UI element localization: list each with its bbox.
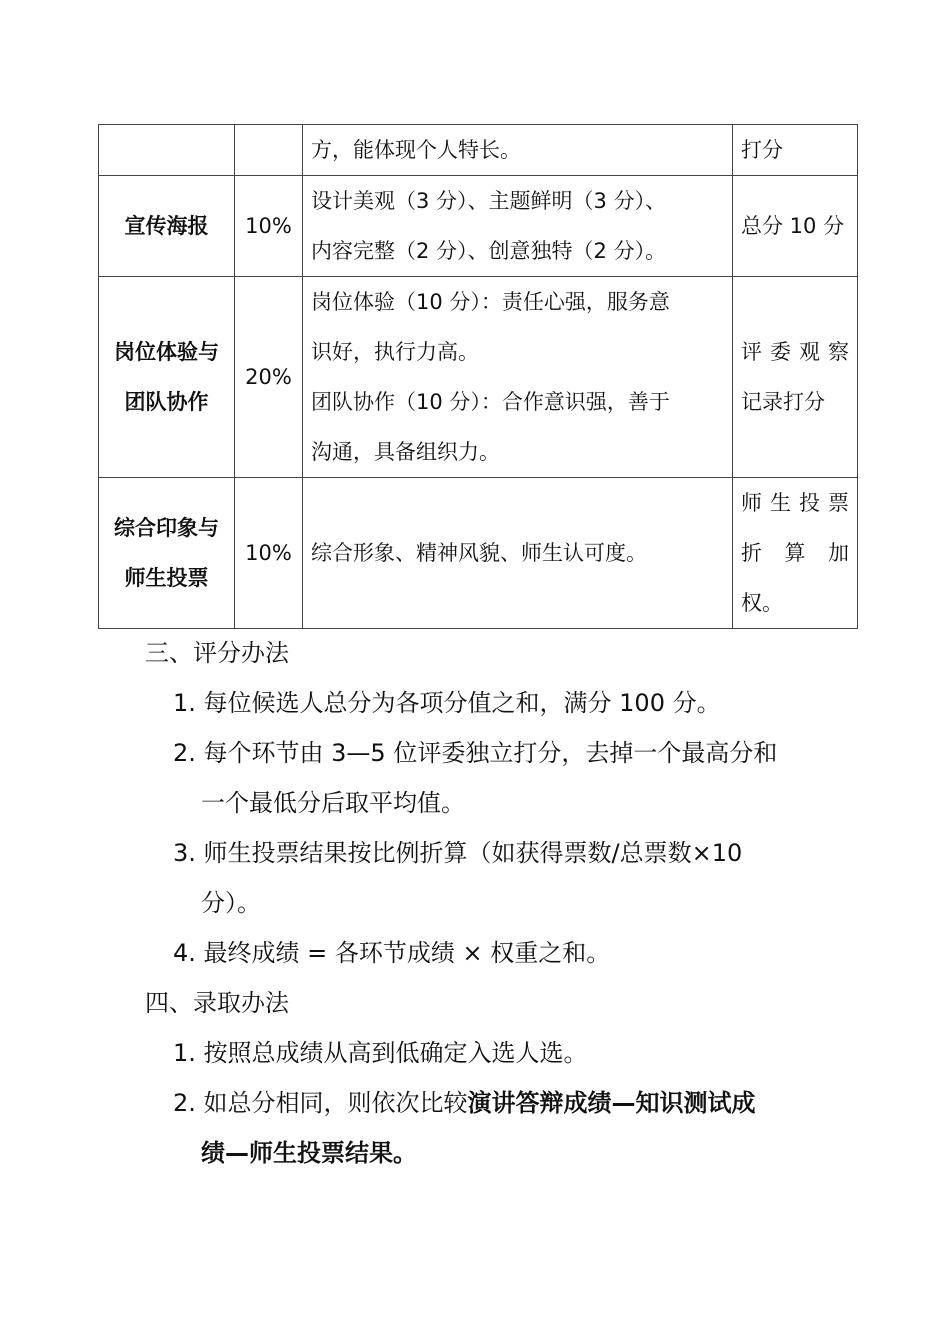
method-cell — [733, 277, 858, 478]
admission-item — [173, 1078, 756, 1128]
item-label: 综合印象与 — [114, 516, 219, 540]
table-row — [99, 478, 858, 629]
item-label: 师生投票 — [124, 566, 209, 590]
method-line: 权。 — [741, 591, 783, 615]
table-row — [99, 125, 858, 176]
scoring-item: 3. 师生投票结果按比例折算（如获得票数/总票数×10 — [173, 839, 743, 867]
scoring-item-continuation: 分）。 — [201, 889, 261, 917]
scoring-item: 4. 最终成绩 = 各环节成绩 × 权重之和。 — [173, 939, 611, 967]
scoring-item-continuation: 一个最低分后取平均值。 — [201, 789, 465, 817]
admission-item: 1. 按照总成绩从高到低确定入选人选。 — [173, 1039, 588, 1067]
method-cell — [733, 478, 858, 629]
method-line: 折算加 — [741, 541, 849, 565]
criteria-line: 识好，执行力高。 — [311, 340, 479, 364]
method-line: 记录打分 — [741, 390, 825, 414]
criteria-cell — [303, 478, 733, 629]
admission-item-continuation — [201, 1128, 417, 1178]
method-line: 打分 — [741, 138, 783, 162]
criteria-line: 综合形象、精神风貌、师生认可度。 — [311, 541, 647, 565]
method-cell — [733, 176, 858, 277]
section-heading-scoring: 三、评分办法 — [145, 639, 289, 667]
criteria-line: 沟通，具备组织力。 — [311, 440, 500, 464]
table-row — [99, 277, 858, 478]
criteria-line: 内容完整（2 分）、创意独特（2 分）。 — [311, 239, 667, 263]
item-label: 岗位体验与 — [114, 340, 219, 364]
weight-cell: 10% — [235, 478, 303, 629]
section-heading-admission: 四、录取办法 — [145, 989, 289, 1017]
item-cell — [99, 478, 235, 629]
item-label: 团队协作 — [124, 390, 209, 414]
scoring-item: 1. 每位候选人总分为各项分值之和，满分 100 分。 — [173, 689, 721, 717]
weight-cell: 20% — [235, 277, 303, 478]
tiebreak-order: 演讲答辩成绩—知识测试成 — [467, 1089, 756, 1117]
tiebreak-order: 绩—师生投票结果。 — [201, 1139, 417, 1167]
method-line: 评委观察 — [741, 340, 849, 364]
admission-item-text: 2. 如总分相同，则依次比较 — [173, 1089, 468, 1117]
item-cell — [99, 176, 235, 277]
criteria-cell — [303, 125, 733, 176]
method-cell — [733, 125, 858, 176]
weight-cell: 10% — [235, 176, 303, 277]
criteria-cell — [303, 176, 733, 277]
item-cell — [99, 125, 235, 176]
table-row — [99, 176, 858, 277]
method-line: 师生投票 — [741, 491, 849, 515]
criteria-cell — [303, 277, 733, 478]
criteria-line: 团队协作（10 分）：合作意识强，善于 — [311, 390, 670, 414]
criteria-line: 方，能体现个人特长。 — [311, 138, 521, 162]
item-label: 宣传海报 — [124, 214, 209, 238]
method-line: 总分 10 分 — [741, 214, 845, 238]
criteria-line: 岗位体验（10 分）：责任心强，服务意 — [311, 290, 670, 314]
scoring-table — [98, 124, 858, 629]
criteria-line: 设计美观（3 分）、主题鲜明（3 分）、 — [311, 189, 667, 213]
weight-cell — [235, 125, 303, 176]
scoring-item: 2. 每个环节由 3—5 位评委独立打分，去掉一个最高分和 — [173, 739, 778, 767]
item-cell — [99, 277, 235, 478]
